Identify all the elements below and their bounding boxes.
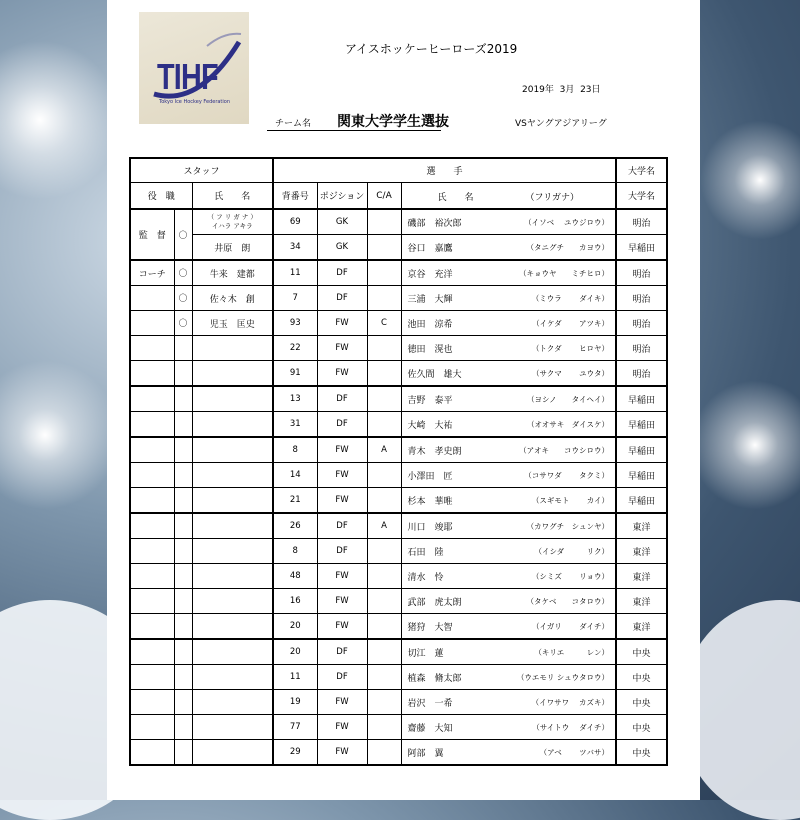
staff-mark — [174, 539, 192, 564]
player-furigana: （イソベ ユウジロウ） — [524, 218, 610, 227]
player-furigana: （カワグチ シュンヤ） — [526, 522, 610, 531]
player-university: 早稲田 — [616, 463, 667, 488]
player-ca — [367, 286, 401, 311]
staff-name — [192, 665, 273, 690]
player-position: FW — [317, 437, 367, 463]
player-ca — [367, 639, 401, 665]
staff-mark: 〇 — [174, 260, 192, 286]
player-furigana: （コサワダ タクミ） — [524, 471, 610, 480]
player-ca — [367, 614, 401, 640]
staff-name — [192, 437, 273, 463]
player-position: DF — [317, 412, 367, 438]
staff-mark — [174, 336, 192, 361]
staff-name — [192, 614, 273, 640]
player-furigana: （タニグチ カヨウ） — [526, 243, 610, 252]
player-ca — [367, 715, 401, 740]
player-name-cell — [401, 336, 616, 361]
player-name-cell — [401, 690, 616, 715]
player-name-header — [401, 183, 616, 210]
player-number: 34 — [273, 235, 317, 261]
staff-role — [130, 539, 174, 564]
staff-mark — [174, 463, 192, 488]
table-row — [130, 412, 667, 438]
player-furigana: （イケダ アツキ） — [532, 319, 610, 328]
logo-subtitle: Tokyo Ice Hockey Federation — [159, 99, 231, 105]
player-position: DF — [317, 639, 367, 665]
player-name-cell — [401, 361, 616, 387]
player-university: 明治 — [616, 311, 667, 336]
player-position: FW — [317, 740, 367, 766]
player-name-cell — [401, 715, 616, 740]
player-position: DF — [317, 260, 367, 286]
player-furigana: （シミズ リョウ） — [531, 572, 610, 581]
table-row — [130, 260, 667, 286]
player-number: 21 — [273, 488, 317, 514]
player-position: FW — [317, 614, 367, 640]
player-university: 早稲田 — [616, 386, 667, 412]
staff-role — [130, 639, 174, 665]
table-row — [130, 564, 667, 589]
staff-name: 児玉 匡史 — [192, 311, 273, 336]
furigana-header-label: （フリガナ） — [525, 193, 580, 203]
staff-mark — [174, 639, 192, 665]
player-name-cell — [401, 740, 616, 766]
player-ca — [367, 463, 401, 488]
players-header: 選 手 — [273, 158, 616, 183]
staff-role — [130, 564, 174, 589]
staff-role — [130, 463, 174, 488]
player-furigana: （キリエ レン） — [534, 648, 610, 657]
player-name: 徳田 滉也 — [407, 345, 453, 355]
tihf-logo — [139, 12, 249, 124]
staff-mark: 〇 — [174, 209, 192, 260]
staff-role — [130, 412, 174, 438]
player-position: GK — [317, 209, 367, 235]
player-position: FW — [317, 311, 367, 336]
player-name: 植森 脩太郎 — [407, 674, 462, 684]
staff-role — [130, 740, 174, 766]
background-light — [0, 360, 120, 510]
player-university: 中央 — [616, 690, 667, 715]
player-name-cell — [401, 488, 616, 514]
staff-header: スタッフ — [130, 158, 273, 183]
staff-role — [130, 311, 174, 336]
player-name: 切江 蓮 — [407, 649, 444, 659]
logo-text: TIHF — [157, 56, 218, 97]
player-ca — [367, 564, 401, 589]
staff-mark — [174, 386, 192, 412]
player-name: 川口 竣耶 — [407, 523, 453, 533]
player-university: 中央 — [616, 715, 667, 740]
player-furigana: （ミウラ ダイキ） — [531, 294, 610, 303]
player-university: 明治 — [616, 286, 667, 311]
player-name-cell — [401, 463, 616, 488]
player-university: 東洋 — [616, 539, 667, 564]
player-university: 早稲田 — [616, 412, 667, 438]
player-ca — [367, 589, 401, 614]
player-furigana: （スギモト カイ） — [531, 496, 610, 505]
player-ca: A — [367, 437, 401, 463]
player-position: FW — [317, 715, 367, 740]
player-name-cell — [401, 311, 616, 336]
background-light — [690, 380, 800, 510]
player-furigana: （キョウヤ ミチヒロ） — [519, 269, 610, 278]
staff-role — [130, 336, 174, 361]
player-university: 明治 — [616, 361, 667, 387]
staff-kana-text: （ フ リ ガ ナ ） イハラ アキラ — [207, 213, 257, 230]
player-ca: A — [367, 513, 401, 539]
ca-header: C/A — [367, 183, 401, 210]
staff-role — [130, 715, 174, 740]
staff-role — [130, 614, 174, 640]
player-name: 齋藤 大知 — [407, 724, 453, 734]
position-header: ポジション — [317, 183, 367, 210]
staff-name — [192, 740, 273, 766]
staff-name: 牛来 建都 — [192, 260, 273, 286]
staff-mark — [174, 614, 192, 640]
player-name-cell — [401, 286, 616, 311]
player-name-cell — [401, 589, 616, 614]
player-name-cell — [401, 260, 616, 286]
player-name-cell — [401, 639, 616, 665]
team-underline — [267, 130, 441, 131]
team-name: 関東大学学生選抜 — [337, 114, 449, 130]
staff-name — [192, 488, 273, 514]
player-number: 11 — [273, 260, 317, 286]
player-furigana: （アオキ コウシロウ） — [519, 446, 610, 455]
player-university: 東洋 — [616, 614, 667, 640]
staff-name — [192, 463, 273, 488]
player-university: 明治 — [616, 260, 667, 286]
table-row — [130, 539, 667, 564]
player-university: 早稲田 — [616, 235, 667, 261]
staff-mark — [174, 437, 192, 463]
staff-role — [130, 286, 174, 311]
staff-name — [192, 589, 273, 614]
university-col-header: 大学名 — [616, 183, 667, 210]
roster-sheet — [107, 0, 700, 800]
player-position: DF — [317, 286, 367, 311]
staff-name — [192, 564, 273, 589]
player-name: 石田 陸 — [407, 548, 444, 558]
player-name-cell — [401, 539, 616, 564]
player-name-cell — [401, 614, 616, 640]
player-number: 77 — [273, 715, 317, 740]
background-light — [700, 120, 800, 240]
table-row — [130, 488, 667, 514]
player-number: 20 — [273, 639, 317, 665]
team-label: チーム名 — [275, 119, 312, 129]
table-row — [130, 665, 667, 690]
staff-mark: 〇 — [174, 286, 192, 311]
staff-name — [192, 336, 273, 361]
staff-role — [130, 665, 174, 690]
player-number: 22 — [273, 336, 317, 361]
staff-name — [192, 690, 273, 715]
player-furigana: （イワサワ カズキ） — [531, 698, 610, 707]
player-name: 杉本 華唯 — [407, 497, 453, 507]
player-university: 明治 — [616, 336, 667, 361]
staff-role — [130, 361, 174, 387]
staff-name — [192, 639, 273, 665]
staff-name — [192, 513, 273, 539]
table-row — [130, 715, 667, 740]
player-name: 大崎 大祐 — [407, 421, 453, 431]
player-furigana: （イシダ リク） — [534, 547, 610, 556]
background-light — [0, 40, 120, 200]
table-row — [130, 639, 667, 665]
player-university: 早稲田 — [616, 488, 667, 514]
player-name: 清水 怜 — [407, 573, 444, 583]
player-name-cell — [401, 412, 616, 438]
staff-role: 監 督 — [130, 209, 174, 260]
player-name: 小澤田 匠 — [407, 472, 453, 482]
player-name: 佐久間 雄大 — [407, 370, 462, 380]
player-position: FW — [317, 361, 367, 387]
player-position: GK — [317, 235, 367, 261]
player-university: 中央 — [616, 639, 667, 665]
staff-role — [130, 437, 174, 463]
player-position: FW — [317, 564, 367, 589]
player-number: 14 — [273, 463, 317, 488]
player-furigana: （オオサキ ダイスケ） — [526, 420, 610, 429]
player-ca — [367, 539, 401, 564]
staff-name — [192, 715, 273, 740]
player-name: 青木 孝史朗 — [407, 447, 462, 457]
staff-name-header: 氏 名 — [192, 183, 273, 210]
table-row — [130, 513, 667, 539]
staff-mark — [174, 488, 192, 514]
player-university: 中央 — [616, 740, 667, 766]
player-ca — [367, 260, 401, 286]
player-number: 93 — [273, 311, 317, 336]
player-number: 8 — [273, 539, 317, 564]
staff-role — [130, 589, 174, 614]
player-number: 29 — [273, 740, 317, 766]
player-name: 池田 涼希 — [407, 320, 453, 330]
staff-mark — [174, 665, 192, 690]
player-university: 中央 — [616, 665, 667, 690]
player-furigana: （サイトウ ダイチ） — [532, 723, 610, 732]
table-row — [130, 361, 667, 387]
player-position: DF — [317, 539, 367, 564]
staff-name — [192, 386, 273, 412]
staff-role — [130, 513, 174, 539]
table-row — [130, 463, 667, 488]
staff-mark — [174, 564, 192, 589]
table-row — [130, 740, 667, 766]
player-number: 13 — [273, 386, 317, 412]
player-ca — [367, 209, 401, 235]
player-university: 東洋 — [616, 513, 667, 539]
table-row — [130, 614, 667, 640]
player-position: FW — [317, 690, 367, 715]
player-number: 91 — [273, 361, 317, 387]
player-name-cell — [401, 209, 616, 235]
staff-name — [192, 412, 273, 438]
number-header: 背番号 — [273, 183, 317, 210]
staff-name — [192, 361, 273, 387]
table-row — [130, 437, 667, 463]
opponent: VSヤングアジアリーグ — [515, 119, 607, 129]
player-furigana: （ヨシノ タイヘイ） — [526, 395, 610, 404]
player-position: DF — [317, 513, 367, 539]
player-ca — [367, 336, 401, 361]
player-university: 東洋 — [616, 589, 667, 614]
staff-role — [130, 386, 174, 412]
player-university: 東洋 — [616, 564, 667, 589]
player-furigana: （サクマ ユウタ） — [532, 369, 610, 378]
player-name: 武部 虎太朗 — [407, 598, 462, 608]
player-number: 20 — [273, 614, 317, 640]
table-row — [130, 589, 667, 614]
staff-mark: 〇 — [174, 311, 192, 336]
roster-table — [129, 157, 668, 766]
player-name: 谷口 嘉鷹 — [407, 244, 453, 254]
player-name: 吉野 泰平 — [407, 396, 453, 406]
player-name-cell — [401, 437, 616, 463]
staff-name: 井原 朗 — [192, 235, 273, 261]
table-row — [130, 235, 667, 261]
staff-role — [130, 690, 174, 715]
player-furigana: （タケベ コタロウ） — [526, 597, 610, 606]
player-university: 明治 — [616, 209, 667, 235]
table-row — [130, 386, 667, 412]
staff-name: 佐々木 創 — [192, 286, 273, 311]
player-name: 三浦 大輝 — [407, 295, 453, 305]
document-title: アイスホッケーヒーローズ2019 — [345, 42, 518, 56]
player-ca — [367, 235, 401, 261]
table-row — [130, 336, 667, 361]
staff-mark — [174, 361, 192, 387]
player-number: 48 — [273, 564, 317, 589]
player-furigana: （アベ ツバサ） — [539, 748, 610, 757]
player-position: DF — [317, 386, 367, 412]
player-name-cell — [401, 513, 616, 539]
player-position: FW — [317, 463, 367, 488]
role-header: 役 職 — [130, 183, 192, 210]
player-number: 31 — [273, 412, 317, 438]
staff-mark — [174, 513, 192, 539]
player-number: 7 — [273, 286, 317, 311]
staff-kana — [192, 209, 273, 235]
staff-mark — [174, 690, 192, 715]
player-ca — [367, 488, 401, 514]
player-ca — [367, 412, 401, 438]
player-furigana: （ウエモリ シュウタロウ） — [516, 673, 610, 682]
player-name-header-label: 氏 名 — [437, 193, 474, 203]
player-ca — [367, 386, 401, 412]
player-name: 岩沢 一希 — [407, 699, 453, 709]
player-number: 26 — [273, 513, 317, 539]
player-name-cell — [401, 386, 616, 412]
table-row — [130, 311, 667, 336]
player-position: FW — [317, 336, 367, 361]
player-number: 16 — [273, 589, 317, 614]
player-ca — [367, 740, 401, 766]
player-name: 猪狩 大智 — [407, 623, 453, 633]
table-row — [130, 209, 667, 235]
player-ca — [367, 690, 401, 715]
player-number: 69 — [273, 209, 317, 235]
player-university: 早稲田 — [616, 437, 667, 463]
table-row — [130, 690, 667, 715]
player-ca — [367, 665, 401, 690]
staff-mark — [174, 740, 192, 766]
staff-role — [130, 488, 174, 514]
table-row — [130, 286, 667, 311]
staff-mark — [174, 589, 192, 614]
player-name-cell — [401, 665, 616, 690]
player-name-cell — [401, 564, 616, 589]
player-name: 京谷 充洋 — [407, 270, 453, 280]
player-number: 11 — [273, 665, 317, 690]
player-position: DF — [317, 665, 367, 690]
player-ca: C — [367, 311, 401, 336]
player-name: 磯部 裕次郎 — [407, 219, 462, 229]
document-date: 2019年 3月 23日 — [522, 85, 601, 95]
staff-mark — [174, 715, 192, 740]
university-header: 大学名 — [616, 158, 667, 183]
staff-role: コーチ — [130, 260, 174, 286]
player-position: FW — [317, 589, 367, 614]
player-name: 阿部 翼 — [407, 749, 444, 759]
player-furigana: （トクダ ヒロヤ） — [531, 344, 610, 353]
player-name-cell — [401, 235, 616, 261]
staff-mark — [174, 412, 192, 438]
player-position: FW — [317, 488, 367, 514]
player-furigana: （イガリ ダイチ） — [532, 622, 610, 631]
player-number: 8 — [273, 437, 317, 463]
staff-name — [192, 539, 273, 564]
player-number: 19 — [273, 690, 317, 715]
player-ca — [367, 361, 401, 387]
